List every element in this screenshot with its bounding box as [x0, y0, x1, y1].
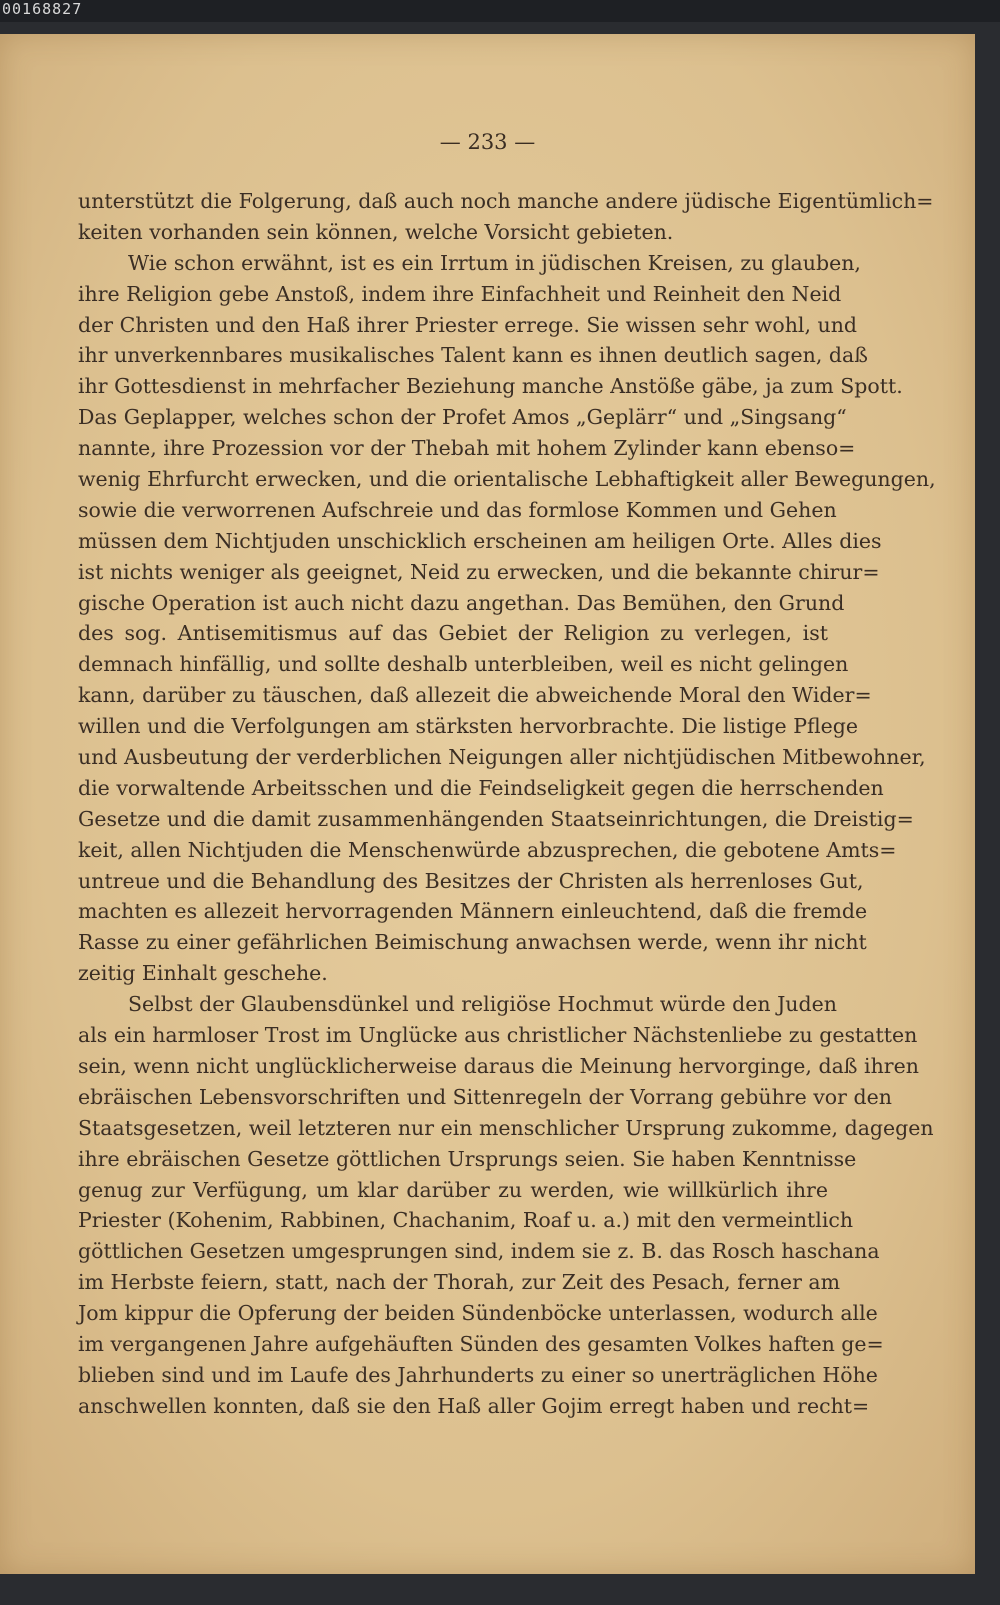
text-line: göttlichen Gesetzen umgesprungen sind, indem sie z. B. das Rosch haschana	[78, 1239, 880, 1264]
text-line: und Ausbeutung der verderblichen Neigungen aller nichtjüdischen Mitbewohner,	[78, 745, 926, 770]
text-line: keit, allen Nichtjuden die Menschenwürde abzusprechen, die gebotene Amts=	[78, 837, 897, 862]
text-line: Jom kippur die Opferung der beiden Sündenböcke unterlassen, wodurch alle	[78, 1301, 878, 1326]
text-line: ihre Religion gebe Anstoß, indem ihre Einfachheit und Reinheit den Neid	[78, 281, 842, 306]
text-line: kann, darüber zu täuschen, daß allezeit die abweichende Moral den Wider=	[78, 683, 872, 708]
text-line: gische Operation ist auch nicht dazu angethan. Das Bemühen, den Grund	[78, 590, 845, 615]
text-line: demnach hinfällig, und sollte deshalb unterbleiben, weil es nicht gelingen	[78, 652, 849, 677]
text-line: keiten vorhanden sein können, welche Vorsicht gebieten.	[78, 219, 674, 244]
text-line: unterstützt die Folgerung, daß auch noch manche andere jüdische Eigentümlich=	[78, 189, 934, 213]
text-line: zeitig Einhalt geschehe.	[78, 961, 328, 986]
text-line: machten es allezeit hervorragenden Männern einleuchtend, daß die fremde	[78, 899, 868, 924]
text-line: die vorwaltende Arbeitsschen und die Feindseligkeit gegen die herrschenden	[78, 775, 884, 800]
text-line: Priester (Kohenim, Rabbinen, Chachanim, Roaf u. a.) mit den vermeintlich	[78, 1208, 854, 1233]
text-line: Gesetze und die damit zusammenhängenden Staatseinrichtungen, die Dreistig=	[78, 806, 914, 831]
book-page	[0, 34, 975, 1574]
text-line: müssen dem Nichtjuden unschicklich erscheinen am heiligen Orte. Alles dies	[78, 528, 882, 553]
text-line: Das Geplapper, welches schon der Profet Amos „Geplärr“ und „Singsang“	[78, 405, 847, 430]
text-line: ist nichts weniger als geeignet, Neid zu erwecken, und die bekannte chirur=	[78, 559, 880, 584]
text-line: blieben sind und im Laufe des Jahrhunderts zu einer so unerträglichen Höhe	[78, 1362, 878, 1387]
body-text	[78, 186, 936, 1422]
text-line: sowie die verworrenen Aufschreie und das formlose Kommen und Gehen	[78, 497, 837, 522]
scan-top-strip	[0, 0, 1000, 22]
text-line: nannte, ihre Prozession vor der Thebah mit hohem Zylinder kann ebenso=	[78, 436, 856, 461]
text-line: als ein harmloser Trost im Unglücke aus christlicher Nächstenliebe zu gestatten	[78, 1023, 918, 1048]
text-line: Wie schon erwähnt, ist es ein Irrtum in jüdischen Kreisen, zu glauben,	[128, 250, 861, 275]
scan-id: 00168827	[2, 0, 83, 18]
text-line: des sog. Antisemitismus auf das Gebiet der Religion zu verlegen, ist	[78, 621, 828, 646]
text-line: im vergangenen Jahre aufgehäuften Sünden des gesamten Volkes haften ge=	[78, 1331, 884, 1356]
text-line: ihre ebräischen Gesetze göttlichen Ursprungs seien. Sie haben Kenntnisse	[78, 1146, 857, 1171]
page-number: — 233 —	[439, 130, 536, 154]
text-line: ihr Gottesdienst in mehrfacher Beziehung manche Anstöße gäbe, ja zum Spott.	[78, 374, 903, 399]
text-line: der Christen und den Haß ihrer Priester errege. Sie wissen sehr wohl, und	[78, 312, 858, 337]
text-line: wenig Ehrfurcht erwecken, und die orientalische Lebhaftigkeit aller Bewegungen,	[78, 467, 936, 492]
text-line: im Herbste feiern, statt, nach der Thorah, zur Zeit des Pesach, ferner am	[78, 1270, 841, 1295]
text-line: Selbst der Glaubensdünkel und religiöse Hochmut würde den Juden	[128, 992, 837, 1017]
text-line: Rasse zu einer gefährlichen Beimischung anwachsen werde, wenn ihr nicht	[78, 930, 867, 955]
text-line: untreue und die Behandlung des Besitzes der Christen als herrenloses Gut,	[78, 868, 864, 893]
text-line: willen und die Verfolgungen am stärksten hervorbrachte. Die listige Pflege	[78, 714, 859, 739]
text-line: Staatsgesetzen, weil letzteren nur ein menschlicher Ursprung zukomme, dagegen	[78, 1115, 934, 1140]
text-line: anschwellen konnten, daß sie den Haß aller Gojim erregt haben und recht=	[78, 1393, 870, 1418]
text-line: sein, wenn nicht unglücklicherweise daraus die Meinung hervorginge, daß ihren	[78, 1053, 919, 1078]
text-line: ihr unverkennbares musikalisches Talent kann es ihnen deutlich sagen, daß	[78, 343, 868, 368]
text-line: genug zur Verfügung, um klar darüber zu werden, wie willkürlich ihre	[78, 1177, 828, 1202]
text-line: ebräischen Lebensvorschriften und Sittenregeln der Vorrang gebühre vor den	[78, 1084, 892, 1109]
